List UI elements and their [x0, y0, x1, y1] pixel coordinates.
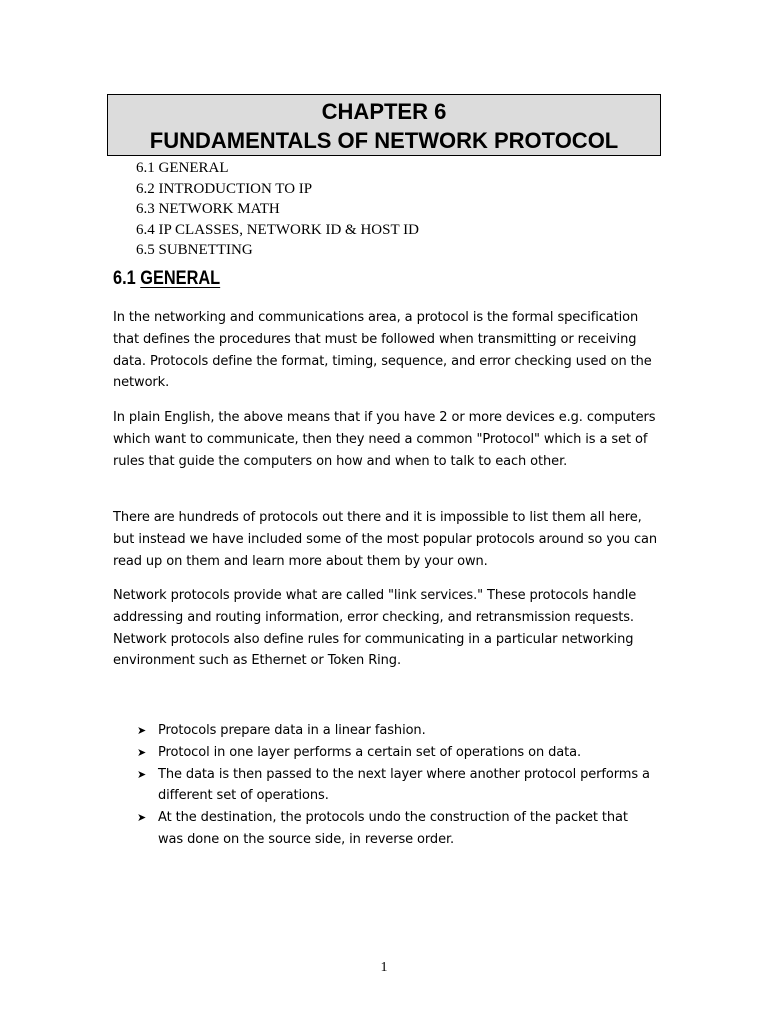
contents-item: 6.4 IP CLASSES, NETWORK ID & HOST ID	[136, 221, 419, 238]
body-paragraph: There are hundreds of protocols out there and it is impossible to list them all here, but instead we have included some of the most popular protocols around so you can read up on them and learn more about them by your own.	[113, 510, 657, 569]
bullet-item	[137, 720, 657, 742]
bullet-item	[137, 742, 657, 764]
contents-item: 6.2 INTRODUCTION TO IP	[136, 180, 313, 197]
bullet-text: At the destination, the protocols undo the construction of the packet that was done on the source side, in reverse order.	[158, 810, 628, 847]
contents-item: 6.3 NETWORK MATH	[136, 201, 280, 217]
arrowhead-bullet-icon: ➤	[137, 767, 147, 781]
chapter-title: FUNDAMENTALS OF NETWORK PROTOCOL	[149, 128, 619, 153]
section-title: GENERAL	[140, 268, 221, 289]
body-paragraph: Network protocols provide what are called "link services." These protocols handle addressing and routing information, error checking, and retransmission requests. Network protocols also define rules for communicating in a particular networking environment such as Ethernet or Token Ring.	[113, 588, 637, 669]
section-heading	[113, 266, 220, 292]
chapter-title-box	[107, 94, 661, 156]
bullet-text: Protocol in one layer performs a certain set of operations on data.	[158, 744, 582, 760]
bullet-text: The data is then passed to the next layer where another protocol performs a different set of operations.	[158, 766, 650, 804]
body-paragraph: In plain English, the above means that if you have 2 or more devices e.g. computers which want to communicate, then they need a common "Protocol" which is a set of rules that guide the computers on how and when to talk to each other.	[113, 410, 656, 469]
bullet-list	[137, 720, 657, 851]
bullet-item	[137, 807, 657, 851]
contents-item: 6.1 GENERAL	[136, 160, 229, 176]
bullet-text: Protocols prepare data in a linear fashion.	[158, 723, 426, 738]
page-number: 1	[380, 960, 388, 975]
arrowhead-bullet-icon: ➤	[137, 745, 147, 759]
chapter-contents-list	[136, 158, 419, 261]
contents-item: 6.5 SUBNETTING	[136, 242, 253, 258]
bullet-item	[137, 764, 657, 808]
arrowhead-bullet-icon: ➤	[137, 724, 147, 737]
body-paragraph: In the networking and communications area, a protocol is the formal specification that defines the procedures that must be followed when transmitting or receiving data. Protocols define the format, timing, sequence, and error checking used on the network.	[113, 310, 652, 391]
arrowhead-bullet-icon: ➤	[137, 811, 147, 825]
section-number: 6.1	[113, 268, 136, 289]
chapter-number: CHAPTER 6	[321, 99, 447, 124]
